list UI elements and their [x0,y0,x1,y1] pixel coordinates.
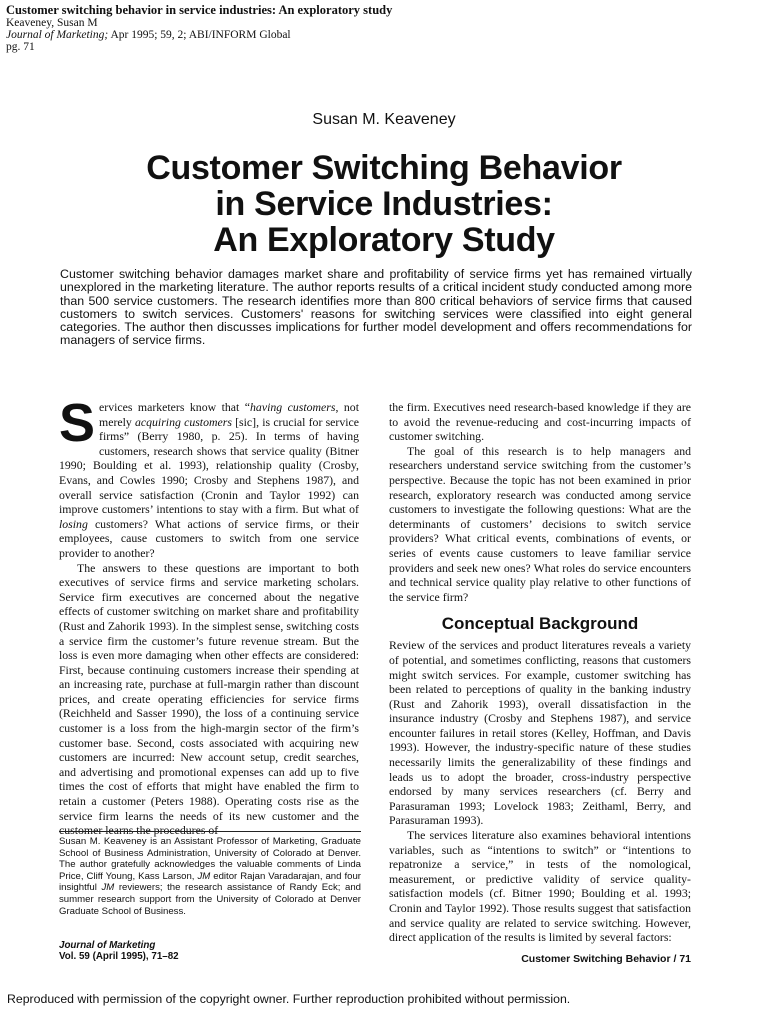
abstract: Customer switching behavior damages market share and profitability of service firms yet has remained virtually unexplored in the marketing literature. The author reports results of a critical incident study conducted among more than 500 service customers. The research identifies more than 800 critical behaviors of service firms that caused customers to switch services. Customers' reasons for switching services were classified into eight general categories. The author then discusses implications for further model development and offers recommendations for managers of service firms. [60,267,692,348]
author-footnote: Susan M. Keaveney is an Assistant Professor of Marketing, Graduate School of Business Administration, University of Colorado at Denver. The author gratefully acknowledges the valuable comments of Linda Price, Cliff Young, Kass Larson, JM editor Rajan Varadarajan, and four insightful JM reviewers; the research assistance of Randy Eck; and summer research support from the University of Colorado at Denver Graduate School of Business. [59,836,361,917]
body-paragraph: The services literature also examines behavioral intentions variables, such as “intentions to switch” or “intentions to repatronize a service,” in tests of the nomological, measurement, or predictive validity of service quality-satisfaction models (cf. Bitner 1990; Boulding et al. 1993; Cronin and Taylor 1992). Those results suggest that satisfaction and service quality are related to service switching. However, direct application of the results is limited by several factors: [389,828,691,945]
title-line: Customer Switching Behavior [146,149,622,187]
citation-journal: Journal of Marketing; [6,29,109,41]
article-author: Susan M. Keaveney [312,111,456,128]
left-column [59,393,359,838]
footnote-divider [59,831,361,832]
body-paragraph: The goal of this research is to help managers and researchers understand service switching from the customer’s perspective. Because the topic has not been examined in prior research, exploratory research was conducted among service customers to investigate the following questions: What are the determinants of customers’ decisions to switch service providers? What critical events, combinations of events, or series of events cause customers to leave familiar service providers and seek new ones? What roles do service encounters and technical service quality play relative to other functions of the service firm? [389,443,691,604]
citation-header [6,4,392,53]
body-paragraph: Review of the services and product literatures reveals a variety of potential, and sometimes conflicting, reasons that customers might switch services. For example, customer switching has been related to perceptions of quality in the banking industry (Rust and Zahorik 1993), overall dissatisfaction in the insurance industry (Crosby and Stephens 1987), and service encounter failures in retail stores (Kelley, Hoffman, and Davis 1993). However, the industry-specific nature of these studies necessarily limits the generalizability of these findings and leads us to adopt the broader, cross-industry perspective endorsed by many services researchers (cf. Berry and Parasuraman 1993; Lovelock 1983; Zeithaml, Berry, and Parasuraman 1993). [389,638,691,828]
right-column [389,400,691,945]
section-heading: Conceptual Background [441,614,639,634]
journal-footer [59,940,179,962]
citation-source [6,29,392,41]
footer-journal: Journal of Marketing [59,940,156,951]
citation-issue: Apr 1995; 59, 2; ABI/INFORM Global [110,29,291,41]
citation-title: Customer switching behavior in service industries: An exploratory study [6,3,393,17]
body-paragraph: the firm. Executives need research-based knowledge if they are to avoid the revenue-reducing and cost-incurring impacts of customer switching. [389,400,691,444]
citation-author: Keaveney, Susan M [6,17,98,29]
article-title [0,150,768,258]
title-line: An Exploratory Study [213,221,555,259]
citation-page: pg. 71 [6,41,35,53]
intro-paragraph: Services marketers know that “having customers, not merely acquiring customers [sic], is crucial for service firms” (Berry 1980, p. 25). In terms of having customers, research shows that service quality (Bitner 1990; Boulding et al. 1993), relationship quality (Crosby, Evans, and Cowles 1990; Crosby and Stephens 1987), and overall service satisfaction (Cronin and Taylor 1992) can improve customers’ intentions to stay with a firm. But what of losing customers? What actions of service firms, or their employees, cause customers to switch from one service provider to another? [59,393,359,560]
reproduction-notice: Reproduced with permission of the copyright owner. Further reproduction prohibited without permission. [7,992,571,1006]
body-paragraph: The answers to these questions are important to both executives of service firms and service marketing scholars. Service firm executives are concerned about the negative effects of customer switching on market share and profitability (Rust and Zahorik 1993). In the simplest sense, switching costs a service firm the customer’s future revenue stream. But the loss is even more damaging when other effects are considered: First, because continuing customers increase their spending at an increasing rate, purchase at full-margin rather than discount prices, and create operating efficiencies for service firms (Reichheld and Sasser 1990), the loss of a continuing service customer is a loss from the high-margin sector of the firm’s customer base. Second, costs associated with acquiring new customers are incurred: New account setup, credit searches, and advertising and promotional expenses can add up to five times the cost of efforts that might have enabled the firm to retain a customer (Peters 1988). Operating costs rise as the service firm learns the needs of its new customer and the customer learns the procedures of [59,560,359,838]
running-head: Customer Switching Behavior / 71 [521,953,691,965]
footer-volume: Vol. 59 (April 1995), 71–82 [59,951,179,962]
drop-cap: S [59,393,96,453]
title-line: in Service Industries: [215,185,553,223]
